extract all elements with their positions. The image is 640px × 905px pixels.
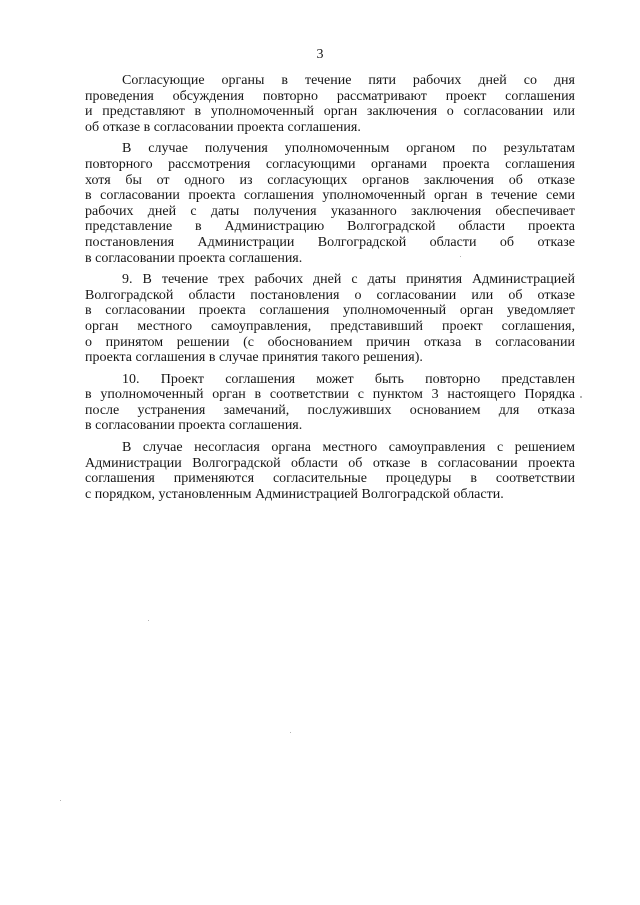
text-line: повторного рассмотрения согласующими органами проекта соглашения <box>85 156 575 172</box>
scan-speck <box>60 800 61 801</box>
paragraph-3 <box>85 272 575 366</box>
text-line: после устранения замечаний, послуживших основанием для отказа <box>85 402 575 418</box>
text-line: постановления Администрации Волгоградской области об отказе <box>85 234 575 250</box>
scan-speck <box>580 396 582 398</box>
scan-speck <box>290 732 291 733</box>
text-line: орган местного самоуправления, представивший проект соглашения, <box>85 318 575 334</box>
text-line: рабочих дней с даты получения указанного заключения обеспечивает <box>85 203 575 219</box>
text-line: в согласовании проекта соглашения. <box>85 418 303 434</box>
text-line: в уполномоченный орган в соответствии с пунктом 3 настоящего Порядка <box>85 387 575 403</box>
text-line: В случае несогласия органа местного самоуправления с решением <box>122 440 575 456</box>
text-line: проведения обсуждения повторно рассматривают проект соглашения <box>85 88 575 104</box>
scan-speck <box>460 256 461 257</box>
text-line: Согласующие органы в течение пяти рабочих дней со дня <box>122 73 575 88</box>
text-line: Волгоградской области постановления о согласовании или об отказе <box>85 287 575 303</box>
text-line: и представляют в уполномоченный орган заключения о согласовании или <box>85 104 575 120</box>
text-line: о принятом решении (с обоснованием причин отказа в согласовании <box>85 334 575 350</box>
scan-speck <box>148 620 149 621</box>
text-line: хотя бы от одного из согласующих органов заключения об отказе <box>85 172 575 188</box>
text-line: В случае получения уполномоченным органом по результатам <box>122 141 575 157</box>
document-body <box>85 73 575 508</box>
text-line: об отказе в согласовании проекта соглашения. <box>85 119 361 135</box>
page-number: 3 <box>316 47 324 62</box>
text-line: в согласовании проекта соглашения уполномоченный орган уведомляет <box>85 303 575 319</box>
text-line: в согласовании проекта соглашения. <box>85 250 303 266</box>
text-line: представление в Администрацию Волгоградской области проекта <box>85 219 575 235</box>
paragraph-5 <box>85 440 575 502</box>
text-line: 9. В течение трех рабочих дней с даты принятия Администрацией <box>122 272 575 288</box>
text-line: проекта соглашения в случае принятия такого решения). <box>85 350 423 366</box>
text-line: в согласовании проекта соглашения уполномоченный орган в течение семи <box>85 188 575 204</box>
text-line: соглашения применяются согласительные процедуры в соответствии <box>85 471 575 487</box>
paragraph-2 <box>85 141 575 266</box>
text-line: с порядком, установленным Администрацией Волгоградской области. <box>85 486 504 502</box>
text-line: Администрации Волгоградской области об отказе в согласовании проекта <box>85 455 575 471</box>
paragraph-4 <box>85 372 575 434</box>
paragraph-1 <box>85 73 575 135</box>
text-line: 10. Проект соглашения может быть повторно представлен <box>122 371 575 387</box>
